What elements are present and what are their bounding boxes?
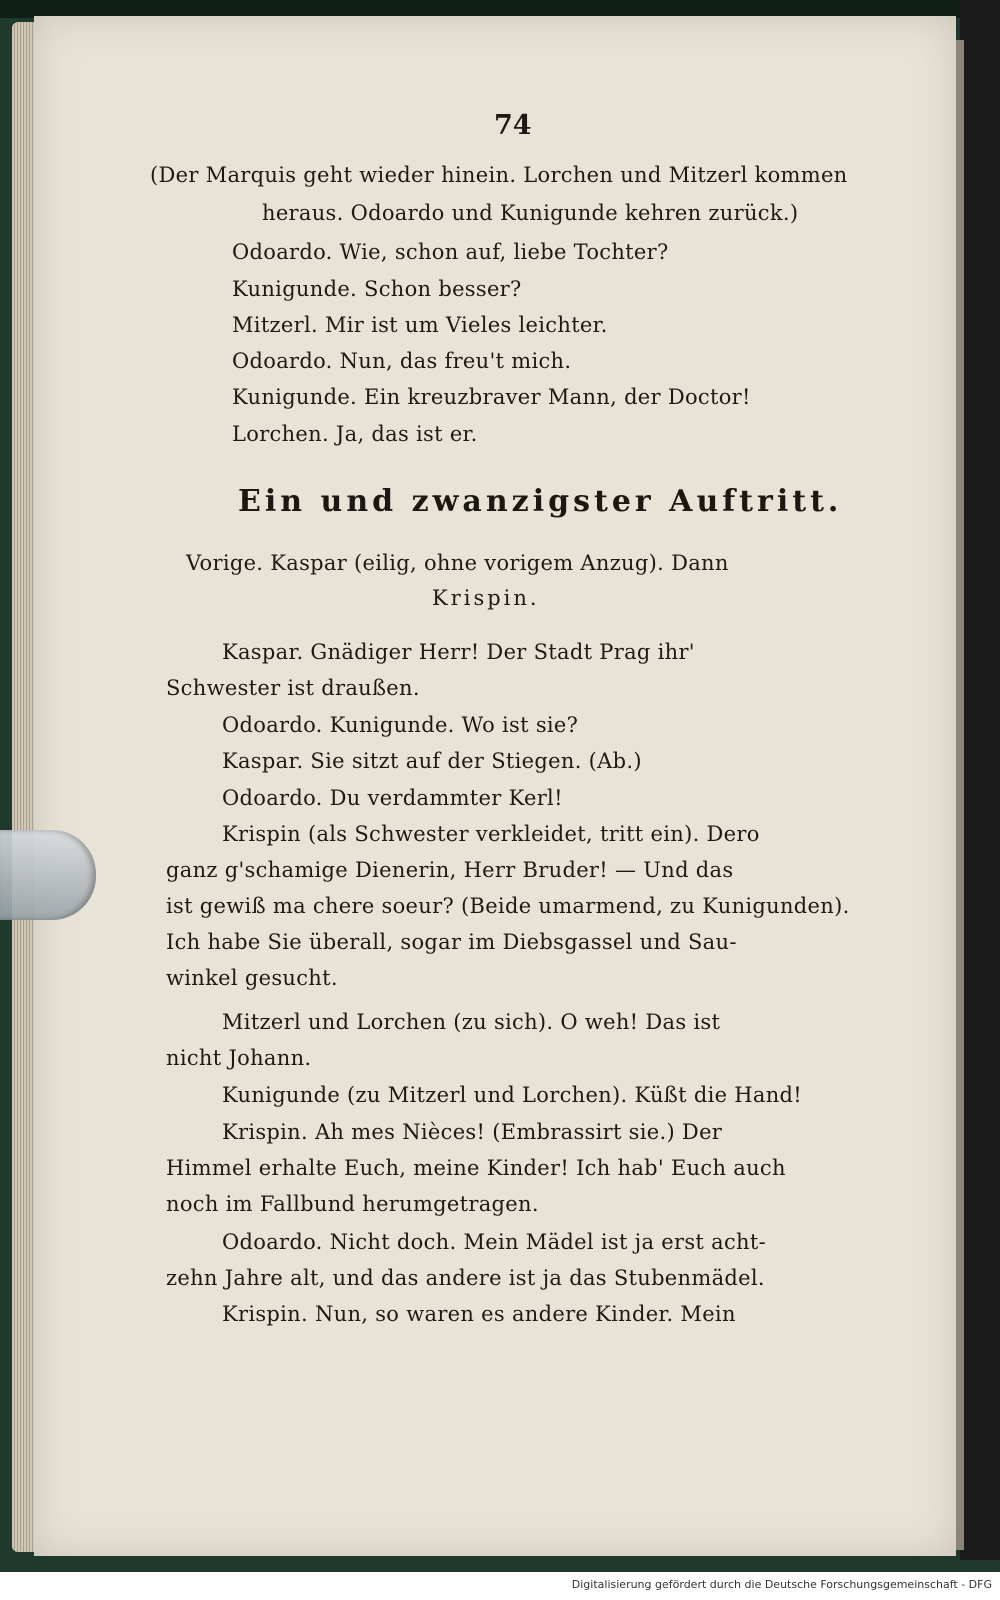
text-line: Himmel erhalte Euch, meine Kinder! Ich hab' Euch auch <box>166 1156 786 1180</box>
text-line: Kunigunde (zu Mitzerl und Lorchen). Küßt die Hand! <box>222 1083 803 1107</box>
text-line: Odoardo. Nun, das freu't mich. <box>232 349 572 373</box>
text-line: zehn Jahre alt, und das andere ist ja das Stubenmädel. <box>166 1266 765 1290</box>
text-line: Kunigunde. Schon besser? <box>232 277 522 301</box>
text-line: (Der Marquis geht wieder hinein. Lorchen und Mitzerl kommen <box>150 163 848 187</box>
background-right <box>960 0 1000 1560</box>
text-line: Mitzerl. Mir ist um Vieles leichter. <box>232 313 608 337</box>
text-line: Lorchen. Ja, das ist er. <box>232 422 478 446</box>
text-line: Odoardo. Wie, schon auf, liebe Tochter? <box>232 240 669 264</box>
text-line: Vorige. Kaspar (eilig, ohne vorigem Anzug). Dann <box>186 551 729 575</box>
text-line: heraus. Odoardo und Kunigunde kehren zurück.) <box>262 201 799 225</box>
text-line: Krispin. Ah mes Nièces! (Embrassirt sie.) Der <box>222 1120 723 1144</box>
text-line: Krispin (als Schwester verkleidet, tritt ein). Dero <box>222 822 760 846</box>
text-line: noch im Fallbund herumgetragen. <box>166 1192 539 1216</box>
footer-bar <box>0 1572 1000 1600</box>
text-line: ganz g'schamige Dienerin, Herr Bruder! — Und das <box>166 858 734 882</box>
text-line: Kunigunde. Ein kreuzbraver Mann, der Doctor! <box>232 385 751 409</box>
page-clip <box>0 830 96 920</box>
text-line: nicht Johann. <box>166 1046 312 1070</box>
text-line: Schwester ist draußen. <box>166 676 420 700</box>
text-line: Odoardo. Kunigunde. Wo ist sie? <box>222 713 579 737</box>
text-line: Ich habe Sie überall, sogar im Diebsgassel und Sau- <box>166 930 737 954</box>
scene-heading: Ein und zwanzigster Auftritt. <box>238 484 843 519</box>
text-line: Kaspar. Sie sitzt auf der Stiegen. (Ab.) <box>222 749 642 773</box>
text-line: Krispin. <box>432 586 540 610</box>
text-line: Odoardo. Du verdammter Kerl! <box>222 786 563 810</box>
footer-credit: Digitalisierung gefördert durch die Deutsche Forschungsgemeinschaft - DFG <box>571 1578 992 1591</box>
page-number: 74 <box>494 110 532 141</box>
text-line: Odoardo. Nicht doch. Mein Mädel ist ja erst acht- <box>222 1230 766 1254</box>
text-line: Mitzerl und Lorchen (zu sich). O weh! Das ist <box>222 1010 721 1034</box>
text-line: Krispin. Nun, so waren es andere Kinder. Mein <box>222 1302 736 1326</box>
text-line: winkel gesucht. <box>166 966 338 990</box>
text-line: Kaspar. Gnädiger Herr! Der Stadt Prag ihr' <box>222 640 695 664</box>
text-line: ist gewiß ma chere soeur? (Beide umarmend, zu Kunigunden). <box>166 894 850 918</box>
